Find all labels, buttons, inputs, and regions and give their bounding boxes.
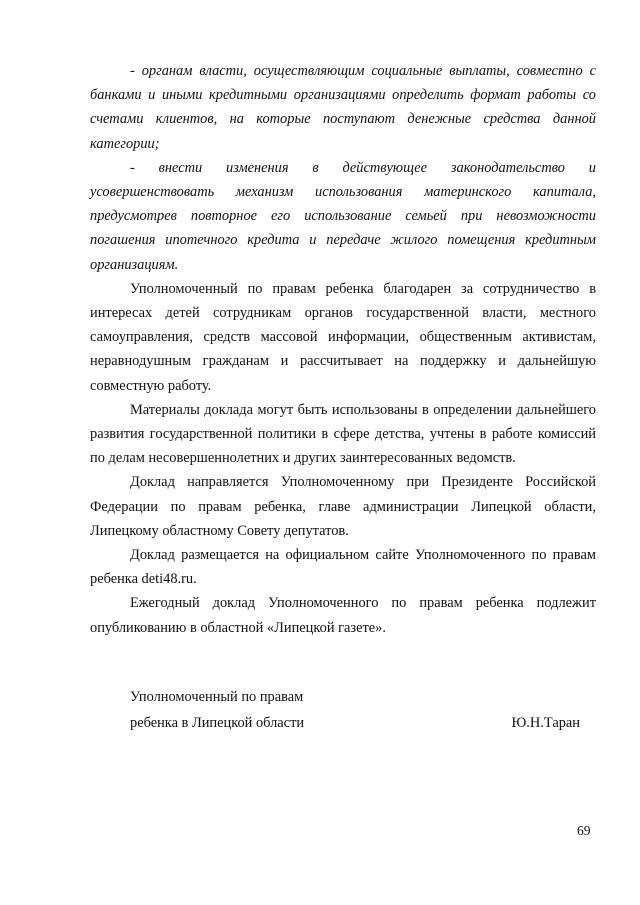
signatory-name: Ю.Н.Таран <box>511 715 580 731</box>
paragraph-publication: Ежегодный доклад Уполномоченного по правам ребенка подлежит опубликованию в областной «Липецкой газете». <box>90 595 596 636</box>
signature-title-line-1: Уполномоченный по правам <box>130 689 304 705</box>
page-number: 69 <box>577 823 591 838</box>
paragraph-website: Доклад размещается на официальном сайте Уполномоченного по правам ребенка deti48.ru. <box>90 547 596 588</box>
signature-line-2 <box>130 710 580 736</box>
paragraph-materials: Материалы доклада могут быть использованы в определении дальнейшего развития государственной политики в сфере детства, учтены в работе комиссий по делам несовершеннолетних и других заинтересованных ведомств. <box>90 401 596 467</box>
paragraph-gratitude: Уполномоченный по правам ребенка благодарен за сотрудничество в интересах детей сотрудникам органов государственной власти, местного самоуправления, средств массовой информации, общественным активистам, неравнодушным гражданам и рассчитывает на поддержку и дальнейшую совместную работу. <box>90 280 596 394</box>
signature-block <box>130 684 580 736</box>
signature-title-line-2: ребенка в Липецкой области <box>130 715 305 731</box>
paragraph-distribution: Доклад направляется Уполномоченному при Президенте Российской Федерации по правам ребенка, главе администрации Липецкой области, Липецкому областному Совету депутатов. <box>90 474 596 539</box>
recommendation-item-2: - внести изменения в действующее законодательство и усовершенствовать механизм использования материнского капитала, предусмотрев повторное его использование семьей при невозможности погашения ипотечного кредита и передаче жилого помещения кредитным организациям. <box>90 159 596 273</box>
body-text <box>90 59 596 640</box>
recommendation-item-1: - органам власти, осуществляющим социальные выплаты, совместно с банками и иными кредитными организациями определить формат работы со счетами клиентов, на которые поступают денежные средства данной категории; <box>90 63 596 152</box>
